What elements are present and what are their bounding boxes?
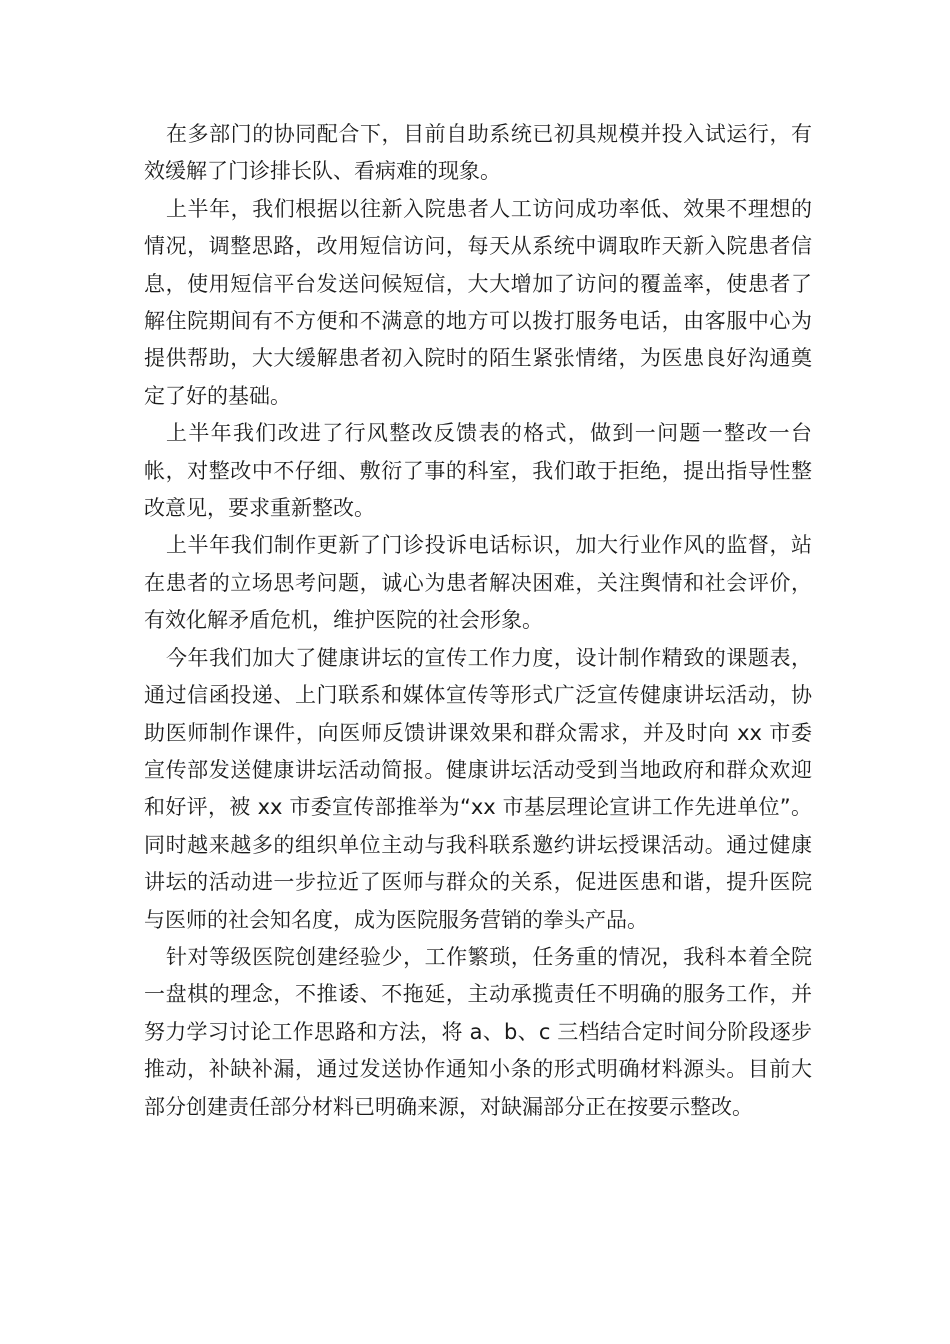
paragraph-health-forum: 今年我们加大了健康讲坛的宣传工作力度，设计制作精致的课题表，通过信函投递、上门联系和媒体宣传等形式广泛宣传健康讲坛活动，协助医师制作课件，向医师反馈讲课效果和群众需求，并及时向 xx 市委宣传部发送健康讲坛活动简报。健康讲坛活动受到当地政府和群众欢迎和好评，被 xx 市委宣传部推举为“xx 市基层理论宣讲工作先进单位”。同时越来越多的组织单位主动与我科联系邀约讲坛授课活动。通过健康讲坛的活动进一步拉近了医师与群众的关系，促进医患和谐，提升医院与医师的社会知名度，成为医院服务营销的拳头产品。 bbox=[144, 645, 812, 932]
paragraph-self-service-system: 在多部门的协同配合下，目前自助系统已初具规模并投入试运行，有效缓解了门诊排长队、看病难的现象。 bbox=[144, 122, 812, 184]
paragraph-hospital-grading: 针对等级医院创建经验少，工作繁琐，任务重的情况，我科本着全院一盘棋的理念，不推诿、不拖延，主动承揽责任不明确的服务工作，并努力学习讨论工作思路和方法，将 a、b、c 三档结合定时间分阶段逐步推动，补缺补漏，通过发送协作通知小条的形式明确材料源头。目前大部分创建责任部分材料已明确来源，对缺漏部分正在按要示整改。 bbox=[144, 944, 812, 1119]
document-body bbox=[144, 116, 812, 1126]
paragraph-feedback-form: 上半年我们改进了行风整改反馈表的格式，做到一问题一整改一台帐，对整改中不仔细、敷衍了事的科室，我们敢于拒绝，提出指导性整改意见，要求重新整改。 bbox=[144, 421, 812, 521]
paragraph-complaint-hotline: 上半年我们制作更新了门诊投诉电话标识，加大行业作风的监督，站在患者的立场思考问题，诚心为患者解决困难，关注舆情和社会评价，有效化解矛盾危机，维护医院的社会形象。 bbox=[144, 533, 812, 633]
paragraph-sms-visits: 上半年，我们根据以往新入院患者人工访问成功率低、效果不理想的情况，调整思路，改用短信访问，每天从系统中调取昨天新入院患者信息，使用短信平台发送问候短信，大大增加了访问的覆盖率，使患者了解住院期间有不方便和不满意的地方可以拨打服务电话，由客服中心为提供帮助，大大缓解患者初入院时的陌生紧张情绪，为医患良好沟通奠定了好的基础。 bbox=[144, 196, 812, 408]
